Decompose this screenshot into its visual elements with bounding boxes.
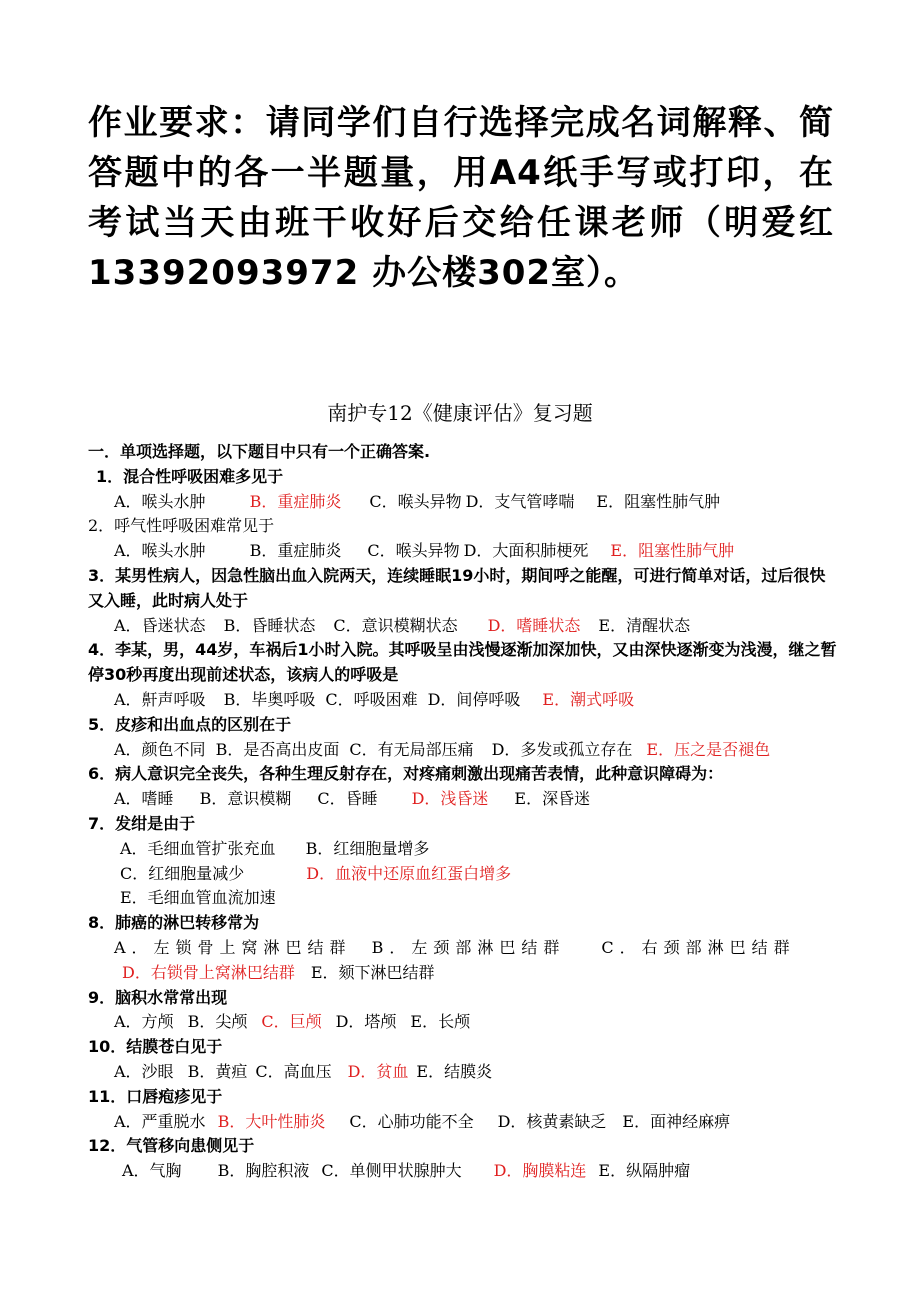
question-options bbox=[88, 539, 840, 564]
question-stem: 11．口唇疱疹见于 bbox=[88, 1086, 223, 1106]
option-d: D．大面积肺梗死 bbox=[463, 541, 589, 561]
option-e: E．长颅 bbox=[410, 1012, 471, 1032]
question-stem: 6．病人意识完全丧失，各种生理反射存在，对疼痛刺激出现痛苦表情，此种意识障碍为： bbox=[88, 764, 724, 784]
option-b: B．胸腔积液 bbox=[217, 1161, 310, 1181]
option-b-answer: B．重症肺炎 bbox=[249, 491, 342, 511]
option-b: B．毕奥呼吸 bbox=[223, 689, 316, 709]
question-options bbox=[88, 936, 840, 961]
option-d: D．间停呼吸 bbox=[427, 689, 521, 709]
option-a: A．严重脱水 bbox=[114, 1111, 206, 1131]
option-e: E．清醒状态 bbox=[598, 615, 691, 635]
question-stem: 2．呼气性呼吸困难常见于 bbox=[88, 516, 275, 536]
option-a: A．鼾声呼吸 bbox=[114, 689, 206, 709]
option-b: B．重症肺炎 bbox=[249, 541, 342, 561]
homework-requirement: 作业要求：请同学们自行选择完成名词解释、简答题中的各一半题量，用A4纸手写或打印，在考试当天由班干收好后交给任课老师（明爱红13392093972 办公楼302室）。 bbox=[88, 103, 834, 293]
question-options bbox=[88, 787, 840, 812]
option-e: E．毛细血管血流加速 bbox=[120, 888, 276, 908]
question-options bbox=[88, 886, 840, 911]
question-options bbox=[88, 738, 840, 763]
option-d: D．核黄素缺乏 bbox=[497, 1111, 607, 1131]
option-b: B．尖颅 bbox=[187, 1012, 248, 1032]
option-a: A．喉头水肿 bbox=[114, 541, 206, 561]
option-a: A．沙眼 bbox=[114, 1061, 174, 1081]
question-options bbox=[88, 688, 840, 713]
option-e: E．颏下淋巴结群 bbox=[310, 962, 435, 982]
option-c: C．高血压 bbox=[255, 1061, 332, 1081]
question-stem: 1．混合性呼吸困难多见于 bbox=[96, 466, 284, 486]
option-c: C．呼吸困难 bbox=[325, 689, 418, 709]
option-d-answer: D．贫血 bbox=[347, 1061, 409, 1081]
question-stem: 10．结膜苍白见于 bbox=[88, 1037, 223, 1057]
option-c: C．心肺功能不全 bbox=[349, 1111, 474, 1131]
option-d: D．多发或孤立存在 bbox=[491, 739, 633, 759]
option-d-answer: D．浅昏迷 bbox=[411, 789, 489, 809]
question-options bbox=[88, 614, 840, 639]
option-b: B．昏睡状态 bbox=[223, 615, 316, 635]
section-heading: 一．单项选择题，以下题目中只有一个正确答案. bbox=[88, 442, 431, 461]
option-e-answer: E．阻塞性肺气肿 bbox=[610, 541, 735, 561]
document-title: 南护专12《健康评估》复习题 bbox=[327, 401, 593, 425]
option-c: C．喉头异物 bbox=[369, 491, 462, 511]
option-e-answer: E．压之是否褪色 bbox=[646, 739, 771, 759]
option-e: E．深昏迷 bbox=[514, 789, 591, 809]
option-a: A．喉头水肿 bbox=[114, 491, 206, 511]
option-a: A．昏迷状态 bbox=[114, 615, 206, 635]
option-d: D．塔颅 bbox=[335, 1012, 397, 1032]
question-stem: 9．脑积水常常出现 bbox=[88, 987, 228, 1007]
option-c: C．红细胞量减少 bbox=[120, 863, 245, 883]
question-stem: 3．某男性病人，因急性脑出血入院两天，连续睡眠19小时，期间呼之能醒，可进行简单对话，过后很快又入睡，此时病人处于 bbox=[88, 565, 826, 610]
option-a: A．颜色不同 bbox=[114, 739, 206, 759]
question-stem: 5．皮疹和出血点的区别在于 bbox=[88, 714, 292, 734]
option-c: C．单侧甲状腺肿大 bbox=[321, 1161, 462, 1181]
option-e: E．结膜炎 bbox=[416, 1061, 493, 1081]
option-b: B．是否高出皮面 bbox=[215, 739, 340, 759]
option-c: C．昏睡 bbox=[317, 789, 378, 809]
option-b: B．意识模糊 bbox=[199, 789, 292, 809]
option-b-answer: B．大叶性肺炎 bbox=[217, 1111, 326, 1131]
question-stem: 4．李某，男，44岁，车祸后1小时入院。其呼吸呈由浅慢逐渐加深加快，又由深快逐渐变为浅漫，继之暂停30秒再度出现前述状态，该病人的呼吸是 bbox=[88, 640, 837, 685]
option-a: A．左锁骨上窝淋巴结群 bbox=[114, 937, 352, 957]
option-a: A．气胸 bbox=[122, 1161, 182, 1181]
question-options bbox=[88, 1010, 840, 1035]
option-c-answer: C．巨颅 bbox=[261, 1012, 322, 1032]
question-stem: 7．发绀是由于 bbox=[88, 813, 196, 833]
question-stem: 12．气管移向患侧见于 bbox=[88, 1136, 255, 1156]
question-options bbox=[88, 490, 840, 515]
option-b: B．红细胞量增多 bbox=[305, 838, 430, 858]
question-options bbox=[88, 862, 840, 887]
option-d-answer: D．血液中还原血红蛋白增多 bbox=[306, 863, 512, 883]
question-stem: 8．肺癌的淋巴转移常为 bbox=[88, 913, 260, 933]
option-a: A．嗜睡 bbox=[114, 789, 174, 809]
option-e: E．阻塞性肺气肿 bbox=[596, 491, 721, 511]
question-options bbox=[88, 1060, 840, 1085]
question-options bbox=[88, 1159, 840, 1184]
option-a: A．毛细血管扩张充血 bbox=[120, 838, 276, 858]
option-d-answer: D．右锁骨上窝淋巴结群 bbox=[122, 962, 295, 982]
option-c: C．喉头异物 bbox=[367, 541, 460, 561]
option-c: C．意识模糊状态 bbox=[333, 615, 458, 635]
question-options bbox=[88, 961, 840, 986]
option-d: D．支气管哮喘 bbox=[465, 491, 575, 511]
option-e: E．纵隔肿瘤 bbox=[598, 1161, 691, 1181]
option-b: B．左颈部淋巴结群 bbox=[371, 937, 566, 957]
question-options bbox=[88, 1110, 840, 1135]
option-c: C．有无局部压痛 bbox=[349, 739, 474, 759]
option-d-answer: D．嗜睡状态 bbox=[487, 615, 581, 635]
option-b: B．黄疸 bbox=[187, 1061, 248, 1081]
question-list bbox=[88, 440, 840, 1184]
option-c: C．右颈部淋巴结群 bbox=[601, 937, 796, 957]
option-d-answer: D．胸膜粘连 bbox=[493, 1161, 587, 1181]
question-options bbox=[88, 837, 840, 862]
option-a: A．方颅 bbox=[114, 1012, 174, 1032]
option-e: E．面神经麻痹 bbox=[622, 1111, 731, 1131]
option-e-answer: E．潮式呼吸 bbox=[542, 689, 635, 709]
